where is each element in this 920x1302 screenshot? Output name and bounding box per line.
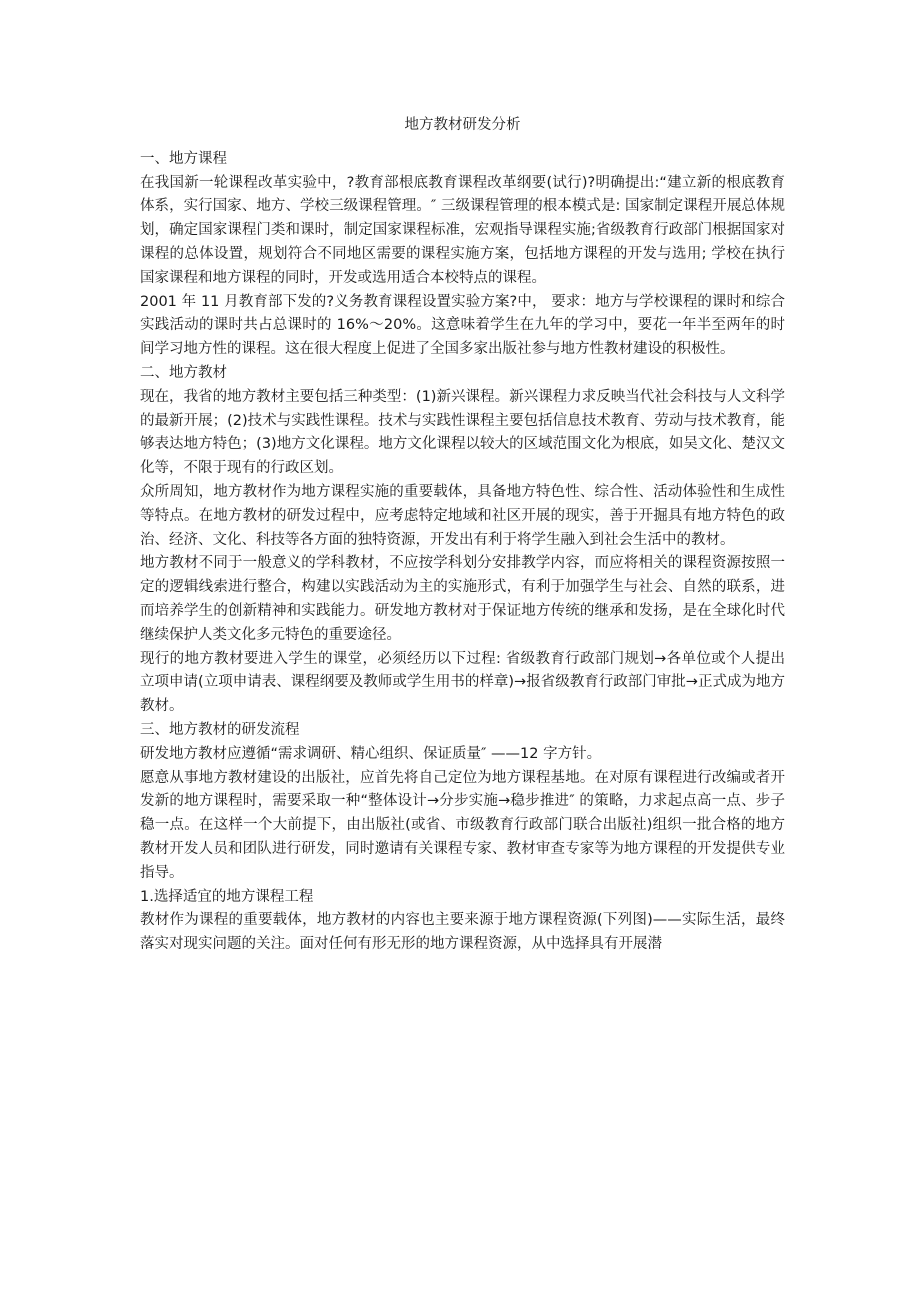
- paragraph: 众所周知，地方教材作为地方课程实施的重要载体，具备地方特色性、综合性、活动体验性和生成性等特点。在地方教材的研发过程中，应考虑特定地域和社区开展的现实，善于开掘具有地方特色的政治、经济、文化、科技等各方面的独特资源，开发出有利于将学生融入到社会生活中的教材。: [140, 483, 785, 548]
- document-body: [140, 114, 785, 957]
- paragraph: 地方教材不同于一般意义的学科教材，不应按学科划分安排教学内容，而应将相关的课程资源按照一定的逻辑线索进行整合，构建以实践活动为主的实施形式，有利于加强学生与社会、自然的联系，进而培养学生的创新精神和实践能力。研发地方教材对于保证地方传统的继承和发扬，是在全球化时代继续保护人类文化多元特色的重要途径。: [140, 555, 785, 643]
- section-heading: 一、地方课程: [140, 150, 227, 167]
- section-heading: 二、地方教材: [140, 364, 227, 381]
- paragraph: 现行的地方教材要进入学生的课堂，必须经历以下过程: 省级教育行政部门规划→各单位或个人提出立项申请(立项申请表、课程纲要及教师或学生用书的样章)→报省级教育行政部门审批→正式成为地方教材。: [140, 650, 785, 715]
- document-title: 地方教材研发分析: [404, 117, 521, 133]
- paragraph: 愿意从事地方教材建设的出版社，应首先将自己定位为地方课程基地。在对原有课程进行改编或者开发新的地方课程时，需要采取一种“整体设计→分步实施→稳步推进″ 的策略，力求起点高一点、步子稳一点。在这样一个大前提下，由出版社(或省、市级教育行政部门联合出版社)组织一批合格的地方教材开发人员和团队进行研发，同时邀请有关课程专家、教材审查专家等为地方课程的开发提供专业指导。: [140, 769, 785, 881]
- paragraph: 现在，我省的地方教材主要包括三种类型：(1)新兴课程。新兴课程力求反映当代社会科技与人文科学的最新开展；(2)技术与实践性课程。技术与实践性课程主要包括信息技术教育、劳动与技术教育，能够表达地方特色；(3)地方文化课程。地方文化课程以较大的区域范围文化为根底，如吴文化、楚汉文化等，不限于现有的行政区划。: [140, 388, 785, 477]
- paragraph: 2001 年 11 月教育部下发的?义务教育课程设置实验方案?中， 要求：地方与学校课程的课时和综合实践活动的课时共占总课时的 16%～20%。这意味着学生在九年的学习中，要花一年半至两年的时间学习地方性的课程。这在很大程度上促进了全国多家出版社参与地方性教材建设的积极性。: [140, 293, 785, 358]
- section-heading: 三、地方教材的研发流程: [140, 721, 300, 738]
- paragraph: 研发地方教材应遵循“需求调研、精心组织、保证质量″ ——12 字方针。: [140, 745, 602, 762]
- subsection-heading: 1.选择适宜的地方课程工程: [140, 888, 314, 905]
- paragraph: 教材作为课程的重要载体，地方教材的内容也主要来源于地方课程资源(下列图)——实际生活，最终落实对现实问题的关注。面对任何有形无形的地方课程资源，从中选择具有开展潜: [140, 912, 785, 953]
- paragraph: 在我国新一轮课程改革实验中，?教育部根底教育课程改革纲要(试行)?明确提出:“建立新的根底教育体系，实行国家、地方、学校三级课程管理。″ 三级课程管理的根本模式是: 国家制定课程开展总体规划，确定国家课程门类和课时，制定国家课程标准，宏观指导课程实施;省级教育行政部门根据国家对课程的总体设置，规划符合不同地区需要的课程实施方案，包括地方课程的开发与选用; 学校在执行国家课程和地方课程的同时，开发或选用适合本校特点的课程。: [140, 174, 785, 286]
